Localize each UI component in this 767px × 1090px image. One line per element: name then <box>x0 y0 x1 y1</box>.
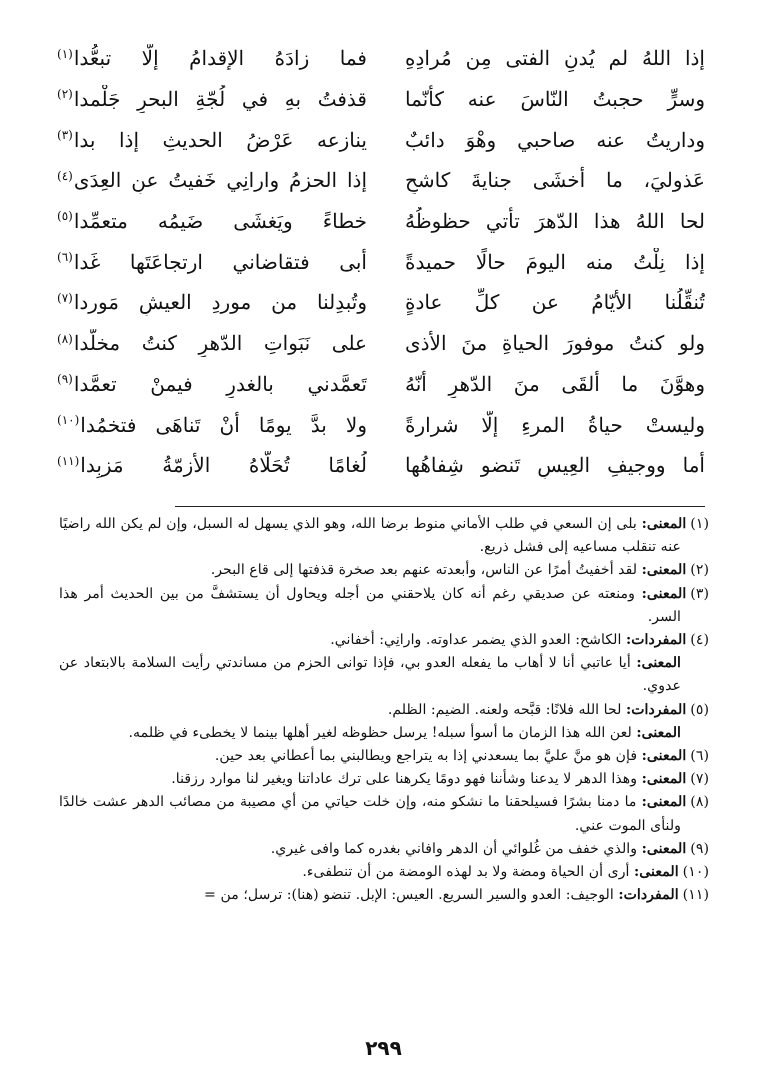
footnote-label: المعنى: <box>641 585 687 602</box>
footnote-text: فإن هو منَّ عليَّ بما يسعدني إذا به يتراجع ويطالبني بما أعطاني بعد حين. <box>214 748 638 765</box>
verse-first-hemistich: تُنقِّلُنا الأيّامُ عن كلِّ عادةٍ <box>405 290 705 315</box>
footnote <box>59 722 709 745</box>
verse-second-hemistich <box>57 44 367 72</box>
verse-second-hemistich <box>57 451 367 479</box>
footnote-ref: (٥) <box>57 209 73 224</box>
verse-line <box>57 79 705 120</box>
footnote-ref: (١١) <box>57 453 80 468</box>
page-number: ٢٩٩ <box>365 1036 402 1060</box>
footnote-number: (٦) <box>690 748 709 765</box>
verse-line <box>57 445 705 486</box>
verse-first-hemistich: وليستْ حياةُ المرءِ إلّا شرارةً <box>405 412 705 437</box>
verse-second-hemistich <box>57 411 367 439</box>
hemistich-text: إذا الحزمُ وارانِي خَفيتُ عنِ العِدَى <box>73 168 367 193</box>
footnote-label: المعنى: <box>641 771 687 788</box>
footnote-text: والذي خفف من غُلوائي أن الدهر وافاني بغدره كما وافى غيري. <box>270 840 638 857</box>
footnote-number: (٨) <box>690 794 709 811</box>
hemistich-text: ولا بدَّ يومًا أنْ تَناهَى فتخمُدا <box>80 412 367 437</box>
footnote-text: ما دمنا بشرًا فسيلحقنا ما نشكو منه، وإن خلت حياتي من أي مصيبة من مصائب الدهر عشت خالدًا ولنأى الموت عني. <box>59 794 681 834</box>
footnote-text: الكاشح: العدو الذي يضمر عداوته. وارانِي: أخفاني. <box>330 632 622 649</box>
verse-second-hemistich <box>57 329 367 357</box>
footnote <box>59 513 709 559</box>
footnote <box>59 699 709 722</box>
footnote <box>59 884 709 907</box>
verse-second-hemistich <box>57 370 367 398</box>
verse-line <box>57 323 705 364</box>
verse-first-hemistich: ولو كنتُ موفورَ الحياةِ منَ الأذى <box>405 331 705 356</box>
footnote-ref: (١) <box>57 46 73 61</box>
verse-second-hemistich <box>57 85 367 113</box>
verse-second-hemistich <box>57 166 367 194</box>
verse-second-hemistich <box>57 288 367 316</box>
footnote-label: المفردات: <box>625 632 687 649</box>
hemistich-text: أبى فتقاضاني ارتجاعَتَها غَدا <box>73 249 367 274</box>
footnote <box>59 838 709 861</box>
footnote <box>59 652 709 698</box>
footnote <box>59 559 709 582</box>
verse-second-hemistich <box>57 248 367 276</box>
footnote-number: (٩) <box>690 840 709 857</box>
footnote-number: (٧) <box>690 771 709 788</box>
hemistich-text: على نَبَواتِ الدّهرِ كنتُ مخلَّدا <box>73 331 367 356</box>
verse-first-hemistich: أما ووجيفِ العِيسِ تَنضو شِفاهُها <box>405 453 705 478</box>
footnotes <box>59 513 709 907</box>
verse-first-hemistich: إذا نِلْتُ منه اليومَ حالًا حميدةً <box>405 249 705 274</box>
footnote-number: (١١) <box>682 887 709 904</box>
verse-line <box>57 160 705 201</box>
hemistich-text: وتُبدِلنا من موردِ العيشِ مَوردا <box>73 290 367 315</box>
footnote-number: (١) <box>690 516 709 532</box>
footnote <box>59 861 709 884</box>
footnote-text: أيا عاتبي أنا لا أهاب ما يفعله العدو بي، فإذا توانى الحزم من مساندتي رأيت السلامة بالابتعاد عن عدوي. <box>59 655 681 695</box>
footnote-text: لعن الله هذا الزمان ما أسوأ سبله! يرسل حظوظه لغير أهلها بينما لا يخطىء في ظلمه. <box>128 724 632 741</box>
footnote-number: (٥) <box>690 701 709 718</box>
hemistich-text: قذفتُ بهِ في لُجّةِ البحرِ جَلْمدا <box>73 87 367 112</box>
verse-line <box>57 119 705 160</box>
verse-first-hemistich: وداريتُ عنه صاحبي وهْوَ دائبٌ <box>405 127 705 152</box>
hemistich-text: لُغامًا تُحَلّاهُ الأزمّةُ مَزبِدا <box>80 453 367 478</box>
verse-line <box>57 364 705 405</box>
footnote-ref: (١٠) <box>57 412 80 427</box>
verse-first-hemistich: عَذوليَ، ما أخشَى جنايةَ كاشحٍ <box>405 168 705 193</box>
footnote-label: المعنى: <box>634 864 679 881</box>
footnote <box>59 768 709 791</box>
footnote-ref: (٨) <box>57 331 73 346</box>
verse-first-hemistich: وسرٍّ حجبتُ النّاسَ عنه كأنّما <box>405 87 705 112</box>
footnote-ref: (٣) <box>57 128 73 143</box>
footnote-label: المعنى: <box>636 655 681 672</box>
footnote-ref: (٢) <box>57 87 73 102</box>
footnote-ref: (٧) <box>57 290 73 305</box>
footnote-ref: (٤) <box>57 168 73 183</box>
footnote <box>59 583 709 629</box>
verse-line <box>57 201 705 242</box>
hemistich-text: خطاءً ويَغشَى ضَيمُه متعمِّدا <box>73 209 367 234</box>
hemistich-text: ينازعه عَرْضُ الحديثِ إذا بدا <box>73 127 367 152</box>
verse-line <box>57 404 705 445</box>
footnote-label: المعنى: <box>641 562 687 579</box>
footnote-text: لقد أخفيتُ أمرًا عن الناس، وأبعدته عنهم بعد صخرة قذفتها إلى قاع البحر. <box>210 562 638 579</box>
footnote-number: (١٠) <box>682 864 709 881</box>
footnote-label: المفردات: <box>625 701 687 718</box>
hemistich-text: فما زادَهُ الإقدامُ إلّا تبعُّدا <box>73 46 367 71</box>
footnote-number: (٢) <box>690 562 709 579</box>
footnote-text: أرى أن الحياة ومضة ولا بد لهذه الومضة من أن تنطفىء. <box>302 864 630 881</box>
footnote-ref: (٩) <box>57 372 73 387</box>
footnote-label: المعنى: <box>641 794 687 811</box>
footnote-label: المعنى: <box>641 516 687 532</box>
verse-line <box>57 282 705 323</box>
footnote-label: المعنى: <box>636 724 681 741</box>
footnote-text: بلى إن السعي في طلب الأماني منوط برضا الله، وهو الذي يسهل له السبل، وإن لم يكن الله راضيًا عنه تنقلب مساعيه إلى فشل ذريع. <box>59 516 681 556</box>
footnote-text: الوجيف: العدو والسير السريع. العيس: الإبل. تنضو (هنا): ترسل؛ من = <box>204 887 614 904</box>
verse-line <box>57 38 705 79</box>
footnote-label: المعنى: <box>641 840 687 857</box>
footnote <box>59 745 709 768</box>
footnote-divider <box>175 506 705 507</box>
verse-first-hemistich: إذا اللهُ لم يُدنِ الفتى مِن مُرادِهِ <box>405 46 705 71</box>
poem <box>57 38 705 486</box>
verse-first-hemistich: لحا اللهُ هذا الدّهرَ تأتي حظوظُهُ <box>405 209 705 234</box>
footnote <box>59 629 709 652</box>
footnote-text: وهذا الدهر لا يدعنا وشأننا فهو دومًا يكرهنا على ترك عاداتنا ويغير لنا موارد رزقنا. <box>171 771 638 788</box>
footnote-number: (٤) <box>690 632 709 649</box>
verse-second-hemistich <box>57 126 367 154</box>
verse-second-hemistich <box>57 207 367 235</box>
hemistich-text: تَعمَّدني بالغدرِ فيمنْ تعمَّدا <box>73 371 367 396</box>
footnote <box>59 791 709 837</box>
footnote-text: لحا الله فلانًا: قبَّحه ولعنه. الضيم: الظلم. <box>387 701 622 718</box>
verse-line <box>57 241 705 282</box>
footnote-ref: (٦) <box>57 250 73 265</box>
footnote-label: المفردات: <box>618 887 679 904</box>
footnote-text: ومنعته عن صديقي رغم أنه كان يلاحقني من أجله ويحاول أن يستشفَّ من بين الحديث أمر هذا السر. <box>59 585 681 625</box>
verse-first-hemistich: وهوَّنَ ما ألقَى منَ الدّهرِ أنّهُ <box>405 371 705 396</box>
footnote-label: المعنى: <box>641 748 687 765</box>
footnote-number: (٣) <box>690 585 709 602</box>
